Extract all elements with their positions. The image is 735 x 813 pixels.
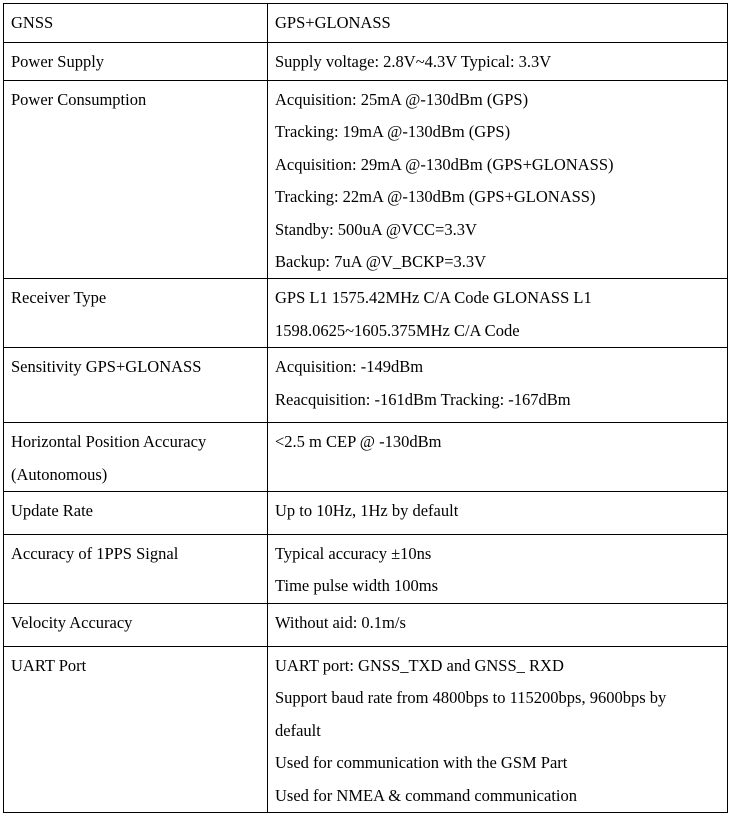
spec-key-text: (Autonomous) bbox=[11, 464, 108, 484]
spec-row bbox=[4, 603, 728, 646]
spec-key-text: Velocity Accuracy bbox=[11, 612, 133, 632]
spec-value-line: Acquisition: 25mA @-130dBm (GPS) bbox=[275, 90, 529, 109]
spec-value-cell bbox=[268, 535, 728, 604]
spec-row bbox=[4, 81, 728, 279]
spec-key-cell bbox=[4, 279, 268, 348]
spec-key-text: Horizontal Position Accuracy bbox=[11, 432, 207, 452]
spec-key-cell bbox=[4, 492, 268, 535]
spec-value-cell bbox=[268, 492, 728, 535]
gnss-spec-table bbox=[3, 3, 728, 813]
spec-row bbox=[4, 492, 728, 535]
spec-key-cell bbox=[4, 423, 268, 492]
spec-key-cell bbox=[4, 535, 268, 604]
spec-value-line: Backup: 7uA @V_BCKP=3.3V bbox=[275, 252, 487, 272]
spec-row bbox=[4, 535, 728, 604]
spec-value-line: Tracking: 22mA @-130dBm (GPS+GLONASS) bbox=[275, 187, 596, 207]
spec-table-body bbox=[4, 4, 728, 813]
spec-value-line: GPS L1 1575.42MHz C/A Code GLONASS L1 bbox=[275, 288, 592, 308]
spec-value-cell bbox=[268, 603, 728, 646]
spec-value-line: Standby: 500uA @VCC=3.3V bbox=[275, 219, 477, 239]
spec-value-line: Reacquisition: -161dBm Tracking: -167dBm bbox=[275, 389, 571, 409]
spec-value-cell bbox=[268, 81, 728, 279]
spec-value-line: <2.5 m CEP @ -130dBm bbox=[275, 432, 442, 452]
spec-key-text: UART Port bbox=[11, 655, 87, 675]
spec-value-line: Used for NMEA & command communication bbox=[275, 785, 577, 805]
spec-key-cell bbox=[4, 4, 268, 43]
spec-value-line: GPS+GLONASS bbox=[275, 13, 391, 32]
spec-key-text: Sensitivity GPS+GLONASS bbox=[11, 357, 202, 377]
spec-key-cell bbox=[4, 646, 268, 812]
spec-row bbox=[4, 43, 728, 81]
spec-value-line: Up to 10Hz, 1Hz by default bbox=[275, 501, 459, 521]
spec-value-line: Support baud rate from 4800bps to 115200bps, 9600bps by bbox=[275, 688, 667, 708]
spec-value-cell bbox=[268, 348, 728, 423]
spec-key-text: Accuracy of 1PPS Signal bbox=[11, 544, 179, 564]
spec-value-line: Used for communication with the GSM Part bbox=[275, 753, 568, 773]
spec-row bbox=[4, 279, 728, 348]
spec-value-cell bbox=[268, 43, 728, 81]
spec-value-cell bbox=[268, 279, 728, 348]
spec-value-line: Time pulse width 100ms bbox=[275, 576, 439, 596]
spec-row bbox=[4, 348, 728, 423]
spec-row bbox=[4, 646, 728, 812]
spec-value-line: Typical accuracy ±10ns bbox=[275, 544, 432, 564]
spec-value-cell bbox=[268, 423, 728, 492]
spec-key-text: Power Consumption bbox=[11, 90, 147, 109]
spec-key-cell bbox=[4, 81, 268, 279]
spec-key-text: Receiver Type bbox=[11, 288, 107, 308]
spec-value-cell bbox=[268, 4, 728, 43]
spec-value-line: Tracking: 19mA @-130dBm (GPS) bbox=[275, 122, 511, 142]
spec-key-text: Power Supply bbox=[11, 52, 105, 71]
spec-value-line: default bbox=[275, 720, 321, 740]
spec-row bbox=[4, 423, 728, 492]
spec-value-line: Acquisition: 29mA @-130dBm (GPS+GLONASS) bbox=[275, 154, 614, 174]
spec-value-cell bbox=[268, 646, 728, 812]
spec-row bbox=[4, 4, 728, 43]
spec-value-line: Acquisition: -149dBm bbox=[275, 357, 424, 377]
spec-value-line: Without aid: 0.1m/s bbox=[275, 612, 406, 632]
spec-key-cell bbox=[4, 348, 268, 423]
spec-key-text: GNSS bbox=[11, 13, 54, 32]
spec-value-line: UART port: GNSS_TXD and GNSS_ RXD bbox=[275, 655, 564, 675]
spec-value-line: Supply voltage: 2.8V~4.3V Typical: 3.3V bbox=[275, 52, 552, 71]
spec-key-cell bbox=[4, 43, 268, 81]
spec-key-cell bbox=[4, 603, 268, 646]
spec-value-line: 1598.0625~1605.375MHz C/A Code bbox=[275, 320, 520, 340]
spec-key-text: Update Rate bbox=[11, 501, 94, 521]
